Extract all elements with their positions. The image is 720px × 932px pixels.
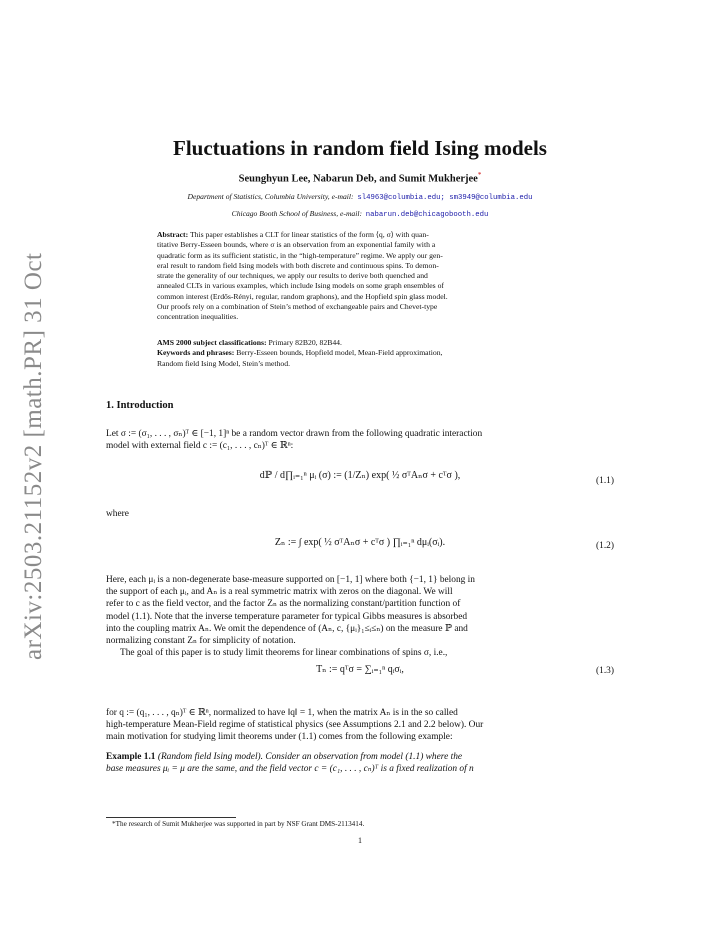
abstract-line: annealed CLTs in various examples, which include Ising models on some graph ensembles of	[157, 281, 444, 291]
section-heading: 1. Introduction	[106, 400, 174, 411]
intro-paragraph	[106, 428, 614, 452]
example-label: Example 1.1	[106, 752, 156, 762]
where-text: where	[106, 509, 129, 519]
abstract	[157, 230, 565, 323]
text-line: main motivation for studying limit theorems under (1.1) comes from the following example:	[106, 732, 453, 743]
footnote-rule	[106, 817, 236, 818]
keywords-label: Keywords and phrases:	[157, 348, 235, 358]
ams-label: AMS 2000 subject classifications:	[157, 338, 267, 347]
paragraph-2	[106, 574, 614, 659]
abstract-label: Abstract:	[157, 230, 189, 239]
classification-block	[157, 338, 565, 369]
text-line: (Random field Ising model). Consider an observation from model (1.1) where the	[157, 752, 463, 762]
paragraph-4	[106, 707, 614, 744]
text-line: the support of each μᵢ, and Aₙ is a real symmetric matrix with zeros on the diagonal. We will	[106, 587, 453, 598]
author-list	[0, 171, 720, 185]
author-footnote-mark: *	[477, 171, 482, 179]
paper-title: Fluctuations in random field Ising models	[173, 136, 547, 160]
equation-number: (1.3)	[596, 666, 614, 676]
equation-1-3: Tₙ := qᵀσ = ∑ᵢ₌₁ⁿ qᵢσᵢ,	[316, 664, 404, 675]
abstract-line: eral result to random field Ising models with both discrete and continuous spins. To demon-	[157, 260, 439, 270]
affiliation-email[interactable]: sl4963@columbia.edu; sm3949@columbia.edu	[357, 194, 533, 202]
equation-number: (1.2)	[596, 541, 614, 551]
text-line: Here, each μᵢ is a non-degenerate base-measure supported on [−1, 1] where both {−1, 1} belong in	[106, 575, 475, 585]
footnote: *The research of Sumit Mukherjee was supported in part by NSF Grant DMS-2113414.	[112, 820, 365, 828]
equation-1-2: Zₙ := ∫ exp( ½ σᵀAₙσ + cᵀσ ) ∏ᵢ₌₁ⁿ dμᵢ(σᵢ).	[274, 537, 446, 548]
keywords-text: Berry-Esseen bounds, Hopfield model, Mean-Field approximation,	[236, 348, 443, 358]
text-line: into the coupling matrix Aₙ. We omit the dependence of (Aₙ, c, {μᵢ}₁≤ᵢ≤ₙ) on the measure ℙ and	[106, 623, 468, 634]
text-line: for q := (q₁, . . . , qₙ)ᵀ ∈ ℝⁿ, normalized to have ‖q‖ = 1, when the matrix Aₙ is in the so called	[106, 708, 458, 718]
text-line: Let σ := (σ₁, . . . , σₙ)ᵀ ∈ [−1, 1]ⁿ be a random vector drawn from the following quadratic interaction	[106, 429, 483, 439]
abstract-line: Our proofs rely on a combination of Stein’s method of exchangeable pairs and Chevet-type	[157, 302, 438, 312]
example-block	[106, 751, 614, 775]
text-line: model (1.1). Note that the inverse temperature parameter for typical Gibbs measures is absorbed	[106, 611, 468, 622]
text-line: normalizing constant Zₙ for simplicity of notation.	[106, 636, 296, 647]
abstract-line: quadratic form as its sufficient statistic, in the “high-temperature” regime. We apply our gen-	[157, 250, 443, 260]
text-line: high-temperature Mean-Field regime of statistical physics (see Assumptions 2.1 and 2.2 below). Our	[106, 720, 484, 731]
text-line: model with external field c := (c₁, . . . , cₙ)ᵀ ∈ ℝⁿ:	[106, 441, 294, 452]
text-line: refer to c as the field vector, and the factor Zₙ as the normalizing constant/partition function of	[106, 599, 461, 610]
ams-text: Primary 82B20, 82B44.	[268, 338, 342, 347]
abstract-line: strate the generality of our techniques, we apply our results to derive both quenched and	[157, 271, 428, 281]
abstract-line: This paper establishes a CLT for linear statistics of the form ⟨q, σ⟩ with quan-	[189, 230, 429, 239]
affiliation-text: Chicago Booth School of Business, e-mail:	[231, 209, 362, 218]
page-number: 1	[358, 836, 362, 845]
keywords-text: Random field Ising Model, Stein’s method.	[157, 358, 291, 368]
affiliation-text: Department of Statistics, Columbia University, e-mail:	[187, 192, 354, 201]
equation-1-1: dℙ / d∏ᵢ₌₁ⁿ μᵢ (σ) := (1/Zₙ) exp( ½ σᵀAₙσ + cᵀσ ),	[259, 470, 461, 481]
affiliation-email[interactable]: nabarun.deb@chicagobooth.edu	[365, 211, 489, 219]
text-line: base measures μᵢ = μ are the same, and the field vector c = (c₁, . . . , cₙ)ᵀ is a fixed realization of n	[106, 764, 474, 775]
arxiv-stamp	[14, 250, 50, 670]
equation-number: (1.1)	[596, 476, 614, 486]
abstract-line: titative Berry-Esseen bounds, where σ is an observation from an exponential family with a	[157, 240, 436, 250]
affiliation-1	[0, 192, 720, 202]
arxiv-id: arXiv:2503.21152v2 [math.PR] 31 Oct 2025	[20, 250, 47, 660]
text-line: The goal of this paper is to study limit theorems for linear combinations of spins σ, i.e.,	[120, 648, 448, 659]
abstract-line: concentration inequalities.	[157, 312, 239, 322]
authors: Seunghyun Lee, Nabarun Deb, and Sumit Mukherjee	[238, 173, 478, 185]
abstract-line: common interest (Erdős-Rényi, regular, random graphons), and the Hopfield spin glass model.	[157, 291, 448, 301]
affiliation-2	[0, 209, 720, 219]
